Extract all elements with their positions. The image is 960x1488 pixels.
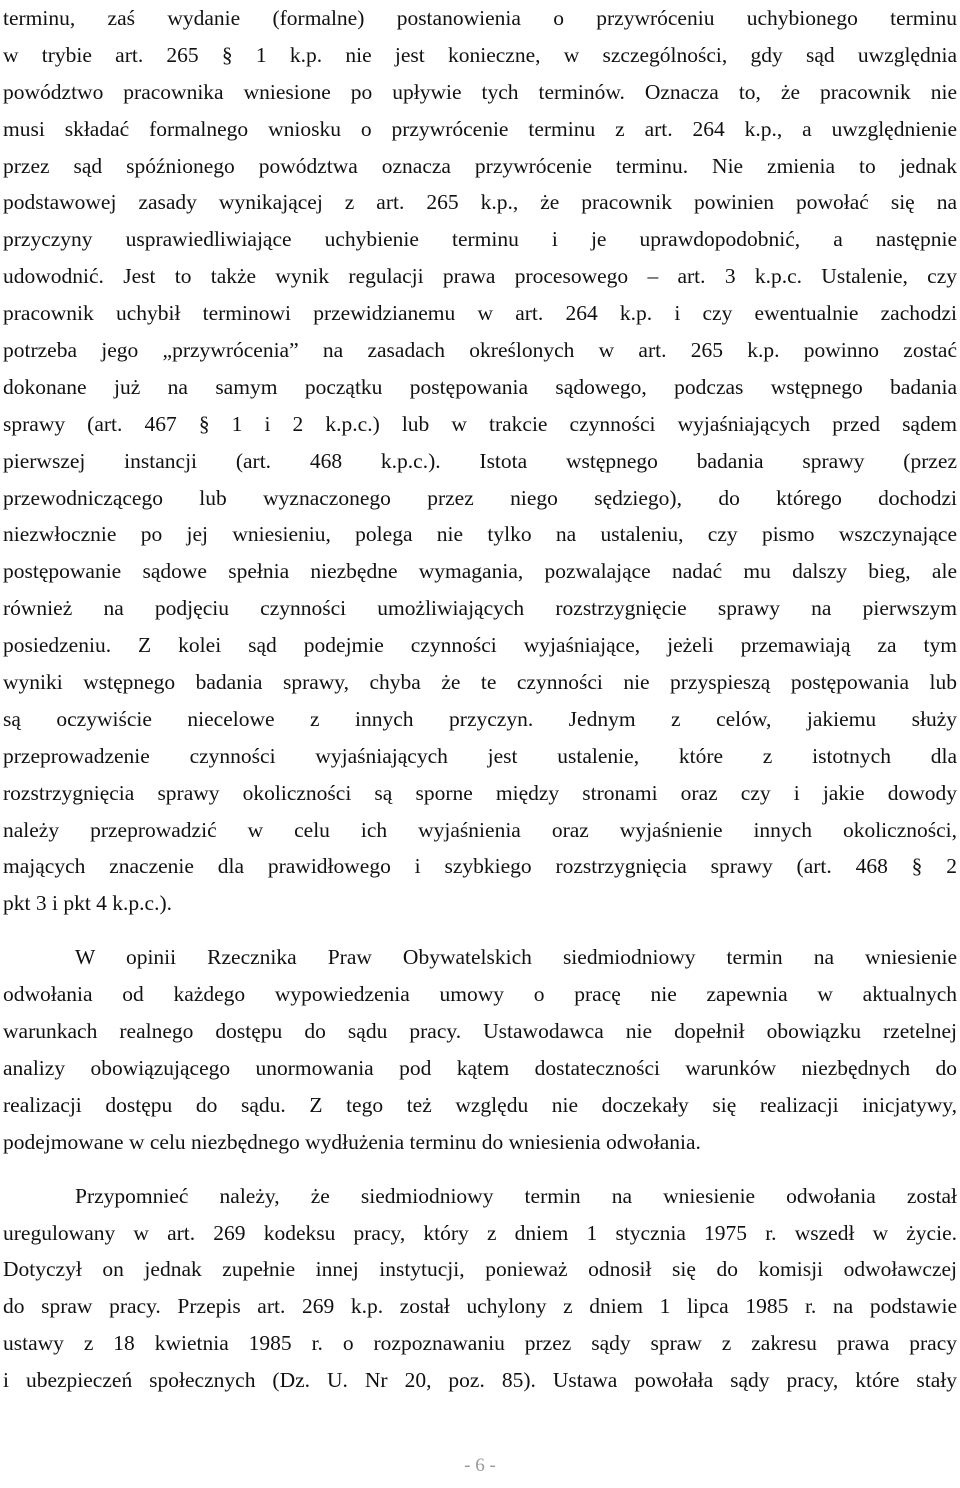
text-line: uregulowany w art. 269 kodeksu pracy, który z dniem 1 stycznia 1975 r. wszedł w życie.	[3, 1220, 957, 1245]
text-line: posiedzeniu. Z kolei sąd podejmie czynności wyjaśniające, jeżeli przemawiają za tym	[3, 633, 957, 658]
paragraph-2	[3, 939, 957, 1160]
text-line: sprawy (art. 467 § 1 i 2 k.p.c.) lub w trakcie czynności wyjaśniających przed sądem	[3, 411, 957, 436]
paragraph-3	[3, 1178, 957, 1399]
text-line: wyniki wstępnego badania sprawy, chyba że te czynności nie przyspieszą postępowania lub	[3, 670, 957, 695]
text-line: przez sąd spóźnionego powództwa oznacza przywrócenie terminu. Nie zmienia to jednak	[3, 153, 957, 178]
text-line: przewodniczącego lub wyznaczonego przez niego sędziego), do którego dochodzi	[3, 485, 957, 510]
text-line: powództwo pracownika wniesione po upływie tych terminów. Oznacza to, że pracownik nie	[3, 79, 957, 104]
text-line: pkt 3 i pkt 4 k.p.c.).	[3, 891, 172, 916]
text-line: w trybie art. 265 § 1 k.p. nie jest konieczne, w szczególności, gdy sąd uwzględnia	[3, 42, 957, 67]
text-line: terminu, zaś wydanie (formalne) postanowienia o przywróceniu uchybionego terminu	[3, 6, 957, 30]
text-line: pierwszej instancji (art. 468 k.p.c.). Istota wstępnego badania sprawy (przez	[3, 448, 957, 473]
text-line: ustawy z 18 kwietnia 1985 r. o rozpoznawaniu przez sądy spraw z zakresu prawa pracy	[3, 1331, 957, 1356]
paragraph-1	[3, 0, 957, 922]
page-number: - 6 -	[464, 1455, 496, 1476]
text-line: przyczyny usprawiedliwiające uchybienie terminu i je uprawdopodobnić, a następnie	[3, 227, 957, 252]
text-line: warunkach realnego dostępu do sądu pracy. Ustawodawca nie dopełnił obowiązku rzetelnej	[3, 1019, 957, 1044]
text-line: niezwłocznie po jej wniesieniu, polega nie tylko na ustaleniu, czy pismo wszczynające	[3, 522, 957, 547]
text-line: potrzeba jego „przywrócenia” na zasadach określonych w art. 265 k.p. powinno zostać	[3, 338, 957, 363]
paragraph-gap	[3, 1161, 957, 1178]
text-line: dokonane już na samym początku postępowania sądowego, podczas wstępnego badania	[3, 374, 957, 399]
text-line: rozstrzygnięcia sprawy okoliczności są sporne między stronami oraz czy i jakie dowody	[3, 780, 957, 805]
text-line: podstawowej zasady wynikającej z art. 265 k.p., że pracownik powinien powołać się na	[3, 190, 957, 215]
text-line: Dotyczył on jednak zupełnie innej instytucji, ponieważ odnosił się do komisji odwoławczej	[3, 1257, 957, 1282]
text-line: są oczywiście niecelowe z innych przyczyn. Jednym z celów, jakiemu służy	[3, 706, 957, 731]
text-line: podejmowane w celu niezbędnego wydłużenia terminu do wniesienia odwołania.	[3, 1129, 701, 1154]
document-page	[3, 0, 957, 1399]
text-line: W opinii Rzecznika Praw Obywatelskich siedmiodniowy termin na wniesienie	[75, 945, 957, 970]
text-line: należy przeprowadzić w celu ich wyjaśnienia oraz wyjaśnienie innych okoliczności,	[3, 817, 957, 842]
text-line: do spraw pracy. Przepis art. 269 k.p. został uchylony z dniem 1 lipca 1985 r. na podstawie	[3, 1294, 957, 1319]
text-line: odwołania od każdego wypowiedzenia umowy o pracę nie zapewnia w aktualnych	[3, 982, 957, 1007]
text-line: Przypomnieć należy, że siedmiodniowy termin na wniesienie odwołania został	[75, 1183, 957, 1208]
text-line: musi składać formalnego wniosku o przywrócenie terminu z art. 264 k.p., a uwzględnienie	[3, 116, 957, 141]
paragraph-gap	[3, 922, 957, 939]
text-line: analizy obowiązującego unormowania pod kątem dostateczności warunków niezbędnych do	[3, 1055, 957, 1080]
text-line: udowodnić. Jest to także wynik regulacji prawa procesowego – art. 3 k.p.c. Ustalenie, czy	[3, 264, 957, 289]
text-line: mających znaczenie dla prawidłowego i szybkiego rozstrzygnięcia sprawy (art. 468 § 2	[3, 854, 957, 879]
text-line: przeprowadzenie czynności wyjaśniających jest ustalenie, które z istotnych dla	[3, 743, 957, 768]
text-line: realizacji dostępu do sądu. Z tego też względu nie doczekały się realizacji inicjatywy,	[3, 1092, 957, 1117]
text-line: również na podjęciu czynności umożliwiających rozstrzygnięcie sprawy na pierwszym	[3, 596, 957, 621]
text-line: pracownik uchybił terminowi przewidzianemu w art. 264 k.p. i czy ewentualnie zachodzi	[3, 301, 957, 326]
text-line: i ubezpieczeń społecznych (Dz. U. Nr 20, poz. 85). Ustawa powołała sądy pracy, które stały	[3, 1368, 957, 1393]
text-line: postępowanie sądowe spełnia niezbędne wymagania, pozwalające nadać mu dalszy bieg, ale	[3, 559, 957, 584]
